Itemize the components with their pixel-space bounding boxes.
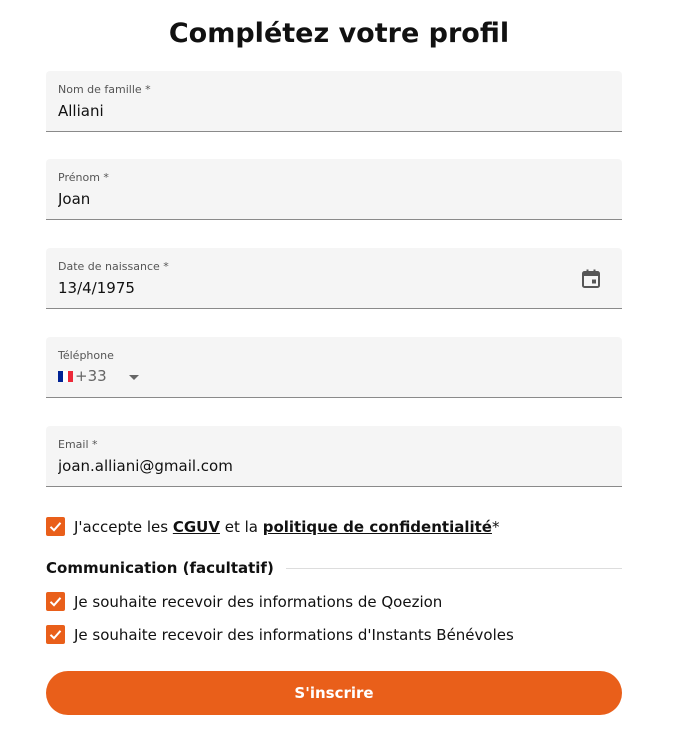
communication-option-qoezion [46,592,442,611]
terms-middle: et la [219,517,263,536]
communication-title: Communication (facultatif) [46,559,274,577]
qoezion-option-label: Je souhaite recevoir des informations de Qoezion [74,592,443,611]
phone-label: Téléphone [58,349,114,362]
page-title: Complétez votre profil [168,18,510,49]
terms-text [74,518,499,536]
birth-date-input[interactable] [58,279,558,297]
check-icon [48,519,63,534]
chevron-down-icon[interactable] [129,375,139,380]
first-name-input[interactable] [58,190,558,208]
privacy-policy-link[interactable]: politique de confidentialité [262,517,492,536]
check-icon [48,627,63,642]
cguv-link[interactable]: CGUV [172,517,220,536]
email-field[interactable] [46,426,622,487]
birth-date-field[interactable] [46,248,622,309]
email-label: Email * [58,438,98,451]
calendar-icon[interactable] [582,269,600,288]
communication-option-instants-benevoles [46,625,514,644]
instants-benevoles-checkbox[interactable] [46,625,65,644]
flag-fr-icon [58,371,73,382]
qoezion-checkbox[interactable] [46,592,65,611]
last-name-input[interactable] [58,102,558,120]
communication-section-header [46,558,622,578]
phone-field[interactable] [46,337,622,398]
section-divider [286,568,622,569]
last-name-label: Nom de famille * [58,83,151,96]
first-name-label: Prénom * [58,171,109,184]
email-input[interactable] [58,457,558,475]
terms-prefix: J'accepte les [74,517,173,536]
terms-checkbox[interactable] [46,517,65,536]
birth-date-label: Date de naissance * [58,260,169,273]
signup-button[interactable]: S'inscrire [46,671,622,715]
first-name-field[interactable] [46,159,622,220]
last-name-field[interactable] [46,71,622,132]
terms-row [46,517,499,536]
instants-benevoles-option-label: Je souhaite recevoir des informations d'Instants Bénévoles [74,625,514,644]
terms-required-mark: * [491,517,500,536]
check-icon [48,594,63,609]
dial-code: +33 [75,367,107,385]
country-selector[interactable] [58,367,139,385]
